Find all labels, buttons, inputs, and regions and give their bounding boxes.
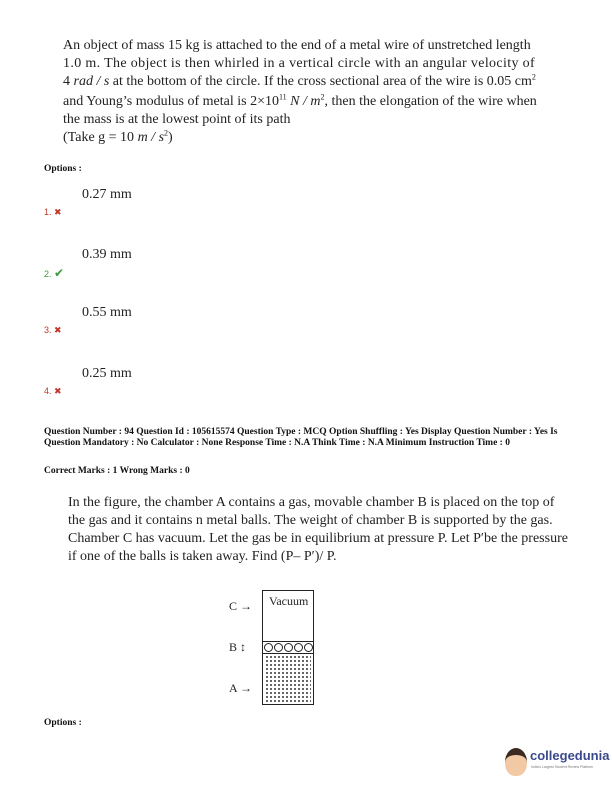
metal-balls xyxy=(263,641,313,654)
n: 2. xyxy=(44,269,52,279)
t: m / s xyxy=(137,130,165,145)
q1-line xyxy=(63,129,173,147)
gas-dots xyxy=(265,655,311,702)
q2-line: Chamber C has vacuum. Let the gas be in equilibrium at pressure P. Let P′be the pressure xyxy=(68,531,568,546)
marks: Correct Marks : 1 Wrong Marks : 0 xyxy=(44,466,190,476)
q1-line xyxy=(63,93,537,111)
t: 2 xyxy=(164,128,169,138)
t: 2 xyxy=(531,72,536,82)
n: 1. xyxy=(44,207,52,217)
t: 2 xyxy=(320,92,325,102)
wrong-icon: ✖ xyxy=(54,207,62,217)
option-text[interactable]: 0.25 mm xyxy=(82,366,132,381)
option-text[interactable]: 0.55 mm xyxy=(82,305,132,320)
wrong-icon: ✖ xyxy=(54,325,62,335)
mascot-icon xyxy=(505,748,527,776)
option-number xyxy=(44,266,64,280)
q2-line: In the figure, the chamber A contains a gas, movable chamber B is placed on the top of xyxy=(68,495,555,510)
t: (Take g = 10 xyxy=(63,130,138,145)
correct-check-icon: ✔ xyxy=(54,266,65,280)
question-metadata: Question Number : 94 Question Id : 105615574 Question Type : MCQ Option Shuffling : Yes Display Question Number : Yes Is Question Mandatory : No Calculator : None Response Time : N.A Think Time : N.A Minimum Instruction Time : 0 xyxy=(44,427,558,448)
t: 11 xyxy=(278,92,287,102)
option-text[interactable]: 0.39 mm xyxy=(82,247,132,262)
t: and Young’s modulus of metal is 2×10 xyxy=(63,94,279,109)
option-number xyxy=(44,325,62,336)
t: at the bottom of the circle. If the cross sectional area of the wire is 0.05 cm xyxy=(109,74,532,89)
n: 4. xyxy=(44,386,52,396)
label-b: B ↕ xyxy=(229,640,247,654)
q1-line: the mass is at the lowest point of its path xyxy=(63,112,291,127)
label-a: A → xyxy=(229,681,253,695)
option-number xyxy=(44,207,62,218)
wrong-icon: ✖ xyxy=(54,386,62,396)
t: rad / s xyxy=(73,74,110,89)
options-label: Options : xyxy=(44,718,82,728)
option-number xyxy=(44,386,62,397)
t: , then the elongation of the wire when xyxy=(324,94,537,109)
q1-line: An object of mass 15 kg is attached to the end of a metal wire of unstretched length xyxy=(63,38,531,53)
t: N / m xyxy=(286,94,321,109)
q1-line: 1.0 m. The object is then whirled in a vertical circle with an angular velocity of xyxy=(63,56,536,71)
label-c: C → xyxy=(229,599,253,613)
q1-line xyxy=(63,73,536,91)
t: 4 xyxy=(63,74,74,89)
chamber-box xyxy=(262,590,314,705)
q2-line: the gas and it contains n metal balls. The weight of chamber B is supported by the gas. xyxy=(68,513,553,528)
q2-line: if one of the balls is taken away. Find (P– P′)/ P. xyxy=(68,549,337,564)
vacuum-label: Vacuum xyxy=(269,594,309,608)
logo-tagline: India's Largest Student Review Platform xyxy=(531,765,594,769)
options-label: Options : xyxy=(44,164,82,174)
n: 3. xyxy=(44,325,52,335)
option-text[interactable]: 0.27 mm xyxy=(82,187,132,202)
logo-text: collegedunia xyxy=(530,748,610,763)
t: ) xyxy=(168,130,173,145)
